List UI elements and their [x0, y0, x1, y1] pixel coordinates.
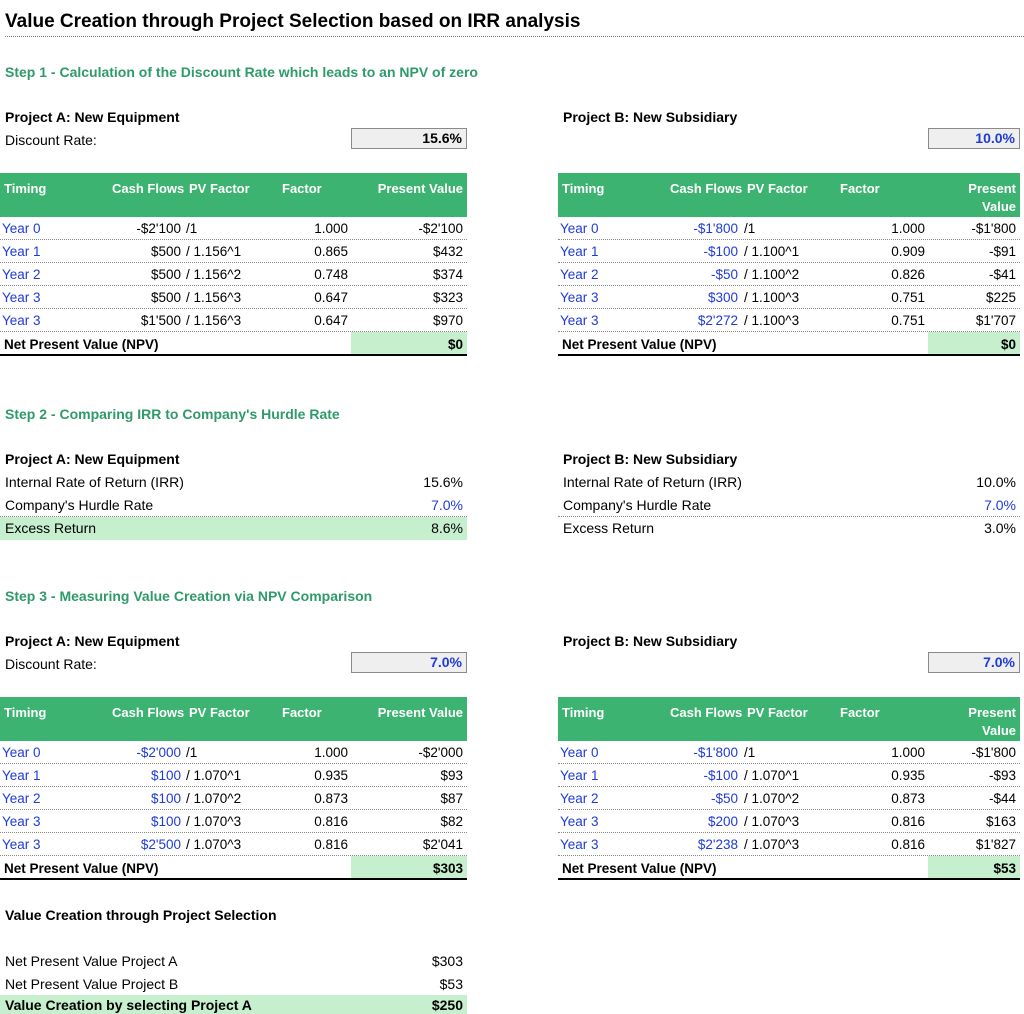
- cash-flow-cell: -$1'800: [693, 745, 738, 760]
- step1-b-project-title: Project B: New Subsidiary: [563, 109, 738, 125]
- present-value-cell: $970: [432, 313, 463, 328]
- factor-cell: 0.647: [314, 290, 348, 305]
- table-row: [0, 764, 467, 787]
- excess-label: Excess Return: [5, 520, 97, 536]
- pv-formula-cell: / 1.156^1: [186, 244, 242, 259]
- pv-formula-cell: / 1.100^3: [744, 290, 800, 305]
- present-value-cell: -$91: [988, 244, 1016, 259]
- irr-label: Internal Rate of Return (IRR): [563, 474, 742, 490]
- table-row: [558, 263, 1020, 286]
- timing-cell: Year 3: [560, 814, 599, 829]
- factor-cell: 0.816: [891, 837, 925, 852]
- pv-formula-cell: /1: [186, 745, 198, 760]
- header-cash-flows: Cash Flows: [670, 705, 743, 720]
- table-row: [0, 240, 467, 263]
- step2-b-excess-row: [558, 517, 1020, 540]
- timing-cell: Year 3: [2, 814, 41, 829]
- factor-cell: 0.816: [314, 837, 348, 852]
- npv-b-label: Net Present Value Project B: [5, 976, 179, 992]
- header-pv-factor: PV Factor: [189, 181, 250, 196]
- factor-cell: 0.909: [891, 244, 925, 259]
- cash-flow-cell: $100: [150, 768, 181, 783]
- step3-a-rate-label: Discount Rate:: [5, 656, 97, 672]
- header-cash-flows: Cash Flows: [670, 181, 743, 196]
- cash-flow-cell: -$50: [710, 791, 738, 806]
- table-row: [0, 787, 467, 810]
- cash-flow-cell: -$1'800: [693, 221, 738, 236]
- step2-a-hurdle-row: [0, 494, 467, 517]
- present-value-cell: -$1'800: [971, 745, 1016, 760]
- pv-formula-cell: / 1.156^3: [186, 290, 242, 305]
- pv-formula-cell: / 1.070^3: [744, 814, 800, 829]
- table-row: [0, 741, 467, 764]
- table-header: [558, 697, 1020, 741]
- cash-flow-cell: -$2'100: [136, 221, 181, 236]
- step1-a-discount-rate[interactable]: 15.6%: [351, 128, 467, 149]
- header-timing: Timing: [4, 705, 47, 720]
- table-row: [0, 217, 467, 240]
- table-row: [558, 217, 1020, 240]
- table-row: [0, 286, 467, 309]
- header-factor: Factor: [282, 705, 322, 720]
- factor-cell: 1.000: [314, 745, 348, 760]
- pv-formula-cell: / 1.070^2: [744, 791, 800, 806]
- table-header: [0, 697, 467, 741]
- step3-b-project-title: Project B: New Subsidiary: [563, 633, 738, 649]
- header-factor: Factor: [840, 705, 880, 720]
- step3-a-table: [0, 697, 467, 880]
- timing-cell: Year 1: [560, 768, 599, 783]
- timing-cell: Year 2: [2, 267, 41, 282]
- step2-b-hurdle-row: [558, 494, 1020, 517]
- timing-cell: Year 1: [560, 244, 599, 259]
- header-cash-flows: Cash Flows: [112, 705, 185, 720]
- header-present-value: Present Value: [377, 705, 463, 720]
- npv-b-value: $53: [439, 976, 463, 992]
- cash-flow-cell: $2'500: [140, 837, 181, 852]
- header-value: Value: [982, 199, 1016, 214]
- timing-cell: Year 3: [2, 313, 41, 328]
- timing-cell: Year 1: [2, 244, 41, 259]
- present-value-cell: -$44: [988, 791, 1016, 806]
- summary-value-creation-row: [0, 995, 467, 1014]
- cash-flow-cell: $200: [707, 814, 738, 829]
- present-value-cell: -$2'000: [418, 745, 463, 760]
- pv-formula-cell: / 1.070^1: [744, 768, 800, 783]
- page-title: Value Creation through Project Selection based on IRR analysis: [5, 9, 1024, 37]
- present-value-cell: $225: [985, 290, 1016, 305]
- summary-npv-a-row: [0, 950, 467, 973]
- npv-label: Net Present Value (NPV): [4, 337, 159, 352]
- present-value-cell: $93: [440, 768, 463, 783]
- header-factor: Factor: [840, 181, 880, 196]
- table-row: [0, 833, 467, 856]
- header-pv-factor: PV Factor: [189, 705, 250, 720]
- cash-flow-cell: $300: [707, 290, 738, 305]
- hurdle-label: Company's Hurdle Rate: [5, 497, 154, 513]
- pv-formula-cell: /1: [744, 221, 756, 236]
- npv-value: $53: [993, 861, 1016, 876]
- pv-formula-cell: / 1.070^1: [186, 768, 242, 783]
- npv-label: Net Present Value (NPV): [4, 861, 159, 876]
- factor-cell: 0.935: [314, 768, 348, 783]
- timing-cell: Year 3: [560, 313, 599, 328]
- summary-npv-b-row: [0, 973, 467, 996]
- step2-b-project-title: Project B: New Subsidiary: [563, 451, 738, 467]
- pv-formula-cell: / 1.156^3: [186, 313, 242, 328]
- header-factor: Factor: [282, 181, 322, 196]
- factor-cell: 0.748: [314, 267, 348, 282]
- hurdle-value: 7.0%: [984, 497, 1016, 513]
- timing-cell: Year 3: [2, 837, 41, 852]
- factor-cell: 0.873: [314, 791, 348, 806]
- hurdle-value: 7.0%: [431, 497, 463, 513]
- cash-flow-cell: $500: [150, 290, 181, 305]
- hurdle-label: Company's Hurdle Rate: [563, 497, 712, 513]
- npv-value: $0: [1000, 337, 1016, 352]
- summary-heading: Value Creation through Project Selection: [5, 907, 277, 923]
- header-pv-factor: PV Factor: [747, 181, 808, 196]
- npv-a-value: $303: [431, 953, 463, 969]
- table-row: [558, 741, 1020, 764]
- pv-formula-cell: /1: [186, 221, 198, 236]
- npv-row: [558, 856, 1020, 880]
- present-value-cell: -$41: [988, 267, 1016, 282]
- factor-cell: 0.935: [891, 768, 925, 783]
- step3-b-table: [558, 697, 1020, 880]
- table-row: [558, 286, 1020, 309]
- step1-a-table: [0, 173, 467, 356]
- value-creation-value: $250: [431, 997, 463, 1013]
- header-timing: Timing: [562, 181, 605, 196]
- timing-cell: Year 2: [560, 791, 599, 806]
- npv-row: [558, 332, 1020, 356]
- step1-a-rate-label: Discount Rate:: [5, 132, 97, 148]
- factor-cell: 0.865: [314, 244, 348, 259]
- cash-flow-cell: $500: [150, 244, 181, 259]
- header-cash-flows: Cash Flows: [112, 181, 185, 196]
- factor-cell: 0.816: [314, 814, 348, 829]
- pv-formula-cell: / 1.100^2: [744, 267, 800, 282]
- npv-value: $303: [432, 861, 463, 876]
- table-row: [558, 309, 1020, 332]
- step1-a-project-title: Project A: New Equipment: [5, 109, 180, 125]
- present-value-cell: -$93: [988, 768, 1016, 783]
- present-value-cell: $87: [440, 791, 463, 806]
- timing-cell: Year 0: [560, 221, 599, 236]
- pv-formula-cell: / 1.156^2: [186, 267, 242, 282]
- present-value-cell: $323: [432, 290, 463, 305]
- timing-cell: Year 2: [560, 267, 599, 282]
- pv-formula-cell: / 1.100^1: [744, 244, 800, 259]
- step2-heading: Step 2 - Comparing IRR to Company's Hurdle Rate: [5, 406, 340, 422]
- header-present: Present: [968, 181, 1016, 196]
- present-value-cell: -$1'800: [971, 221, 1016, 236]
- cash-flow-cell: $100: [150, 814, 181, 829]
- timing-cell: Year 0: [2, 221, 41, 236]
- table-row: [0, 263, 467, 286]
- npv-row: [0, 332, 467, 356]
- cash-flow-cell: -$100: [703, 768, 738, 783]
- timing-cell: Year 0: [2, 745, 41, 760]
- step3-b-discount-rate[interactable]: 7.0%: [928, 652, 1020, 673]
- table-row: [0, 810, 467, 833]
- step1-b-table: [558, 173, 1020, 356]
- factor-cell: 1.000: [891, 221, 925, 236]
- cash-flow-cell: -$50: [710, 267, 738, 282]
- cash-flow-cell: -$100: [703, 244, 738, 259]
- step3-a-project-title: Project A: New Equipment: [5, 633, 180, 649]
- pv-formula-cell: /1: [744, 745, 756, 760]
- present-value-cell: $82: [440, 814, 463, 829]
- factor-cell: 1.000: [891, 745, 925, 760]
- npv-label: Net Present Value (NPV): [562, 337, 717, 352]
- timing-cell: Year 3: [560, 837, 599, 852]
- table-row: [558, 810, 1020, 833]
- cash-flow-cell: $500: [150, 267, 181, 282]
- value-creation-label: Value Creation by selecting Project A: [5, 997, 252, 1013]
- cash-flow-cell: $100: [150, 791, 181, 806]
- present-value-cell: $1'827: [975, 837, 1016, 852]
- npv-value: $0: [447, 337, 463, 352]
- timing-cell: Year 2: [2, 791, 41, 806]
- header-value: Value: [982, 723, 1016, 738]
- step2-a-irr-row: [0, 471, 467, 494]
- present-value-cell: -$2'100: [418, 221, 463, 236]
- table-header: [558, 173, 1020, 217]
- present-value-cell: $374: [432, 267, 463, 282]
- pv-formula-cell: / 1.070^3: [186, 814, 242, 829]
- header-timing: Timing: [4, 181, 47, 196]
- step2-a-excess-row: [0, 517, 467, 540]
- npv-row: [0, 856, 467, 880]
- factor-cell: 0.751: [891, 313, 925, 328]
- step2-b-irr-row: [558, 471, 1020, 494]
- timing-cell: Year 3: [560, 290, 599, 305]
- pv-formula-cell: / 1.070^3: [186, 837, 242, 852]
- pv-formula-cell: / 1.100^3: [744, 313, 800, 328]
- excess-value: 8.6%: [431, 520, 463, 536]
- step2-a-project-title: Project A: New Equipment: [5, 451, 180, 467]
- header-timing: Timing: [562, 705, 605, 720]
- step1-b-discount-rate[interactable]: 10.0%: [928, 128, 1020, 149]
- cash-flow-cell: -$2'000: [136, 745, 181, 760]
- timing-cell: Year 0: [560, 745, 599, 760]
- factor-cell: 0.873: [891, 791, 925, 806]
- present-value-cell: $432: [432, 244, 463, 259]
- cash-flow-cell: $2'238: [697, 837, 738, 852]
- timing-cell: Year 1: [2, 768, 41, 783]
- factor-cell: 0.816: [891, 814, 925, 829]
- table-row: [558, 787, 1020, 810]
- pv-formula-cell: / 1.070^3: [744, 837, 800, 852]
- header-present: Present: [968, 705, 1016, 720]
- irr-label: Internal Rate of Return (IRR): [5, 474, 184, 490]
- present-value-cell: $1'707: [975, 313, 1016, 328]
- irr-value: 10.0%: [976, 474, 1016, 490]
- header-pv-factor: PV Factor: [747, 705, 808, 720]
- factor-cell: 1.000: [314, 221, 348, 236]
- table-row: [558, 833, 1020, 856]
- present-value-cell: $2'041: [422, 837, 463, 852]
- excess-label: Excess Return: [563, 520, 655, 536]
- step3-heading: Step 3 - Measuring Value Creation via NPV Comparison: [5, 588, 373, 604]
- npv-label: Net Present Value (NPV): [562, 861, 717, 876]
- table-row: [558, 240, 1020, 263]
- cash-flow-cell: $1'500: [140, 313, 181, 328]
- pv-formula-cell: / 1.070^2: [186, 791, 242, 806]
- step3-a-discount-rate[interactable]: 7.0%: [351, 652, 467, 673]
- factor-cell: 0.751: [891, 290, 925, 305]
- factor-cell: 0.826: [891, 267, 925, 282]
- factor-cell: 0.647: [314, 313, 348, 328]
- table-row: [558, 764, 1020, 787]
- step1-heading: Step 1 - Calculation of the Discount Rate which leads to an NPV of zero: [5, 64, 478, 80]
- npv-a-label: Net Present Value Project A: [5, 953, 178, 969]
- table-row: [0, 309, 467, 332]
- timing-cell: Year 3: [2, 290, 41, 305]
- excess-value: 3.0%: [984, 520, 1016, 536]
- table-header: [0, 173, 467, 217]
- header-present-value: Present Value: [377, 181, 463, 196]
- present-value-cell: $163: [985, 814, 1016, 829]
- irr-value: 15.6%: [423, 474, 463, 490]
- cash-flow-cell: $2'272: [697, 313, 738, 328]
